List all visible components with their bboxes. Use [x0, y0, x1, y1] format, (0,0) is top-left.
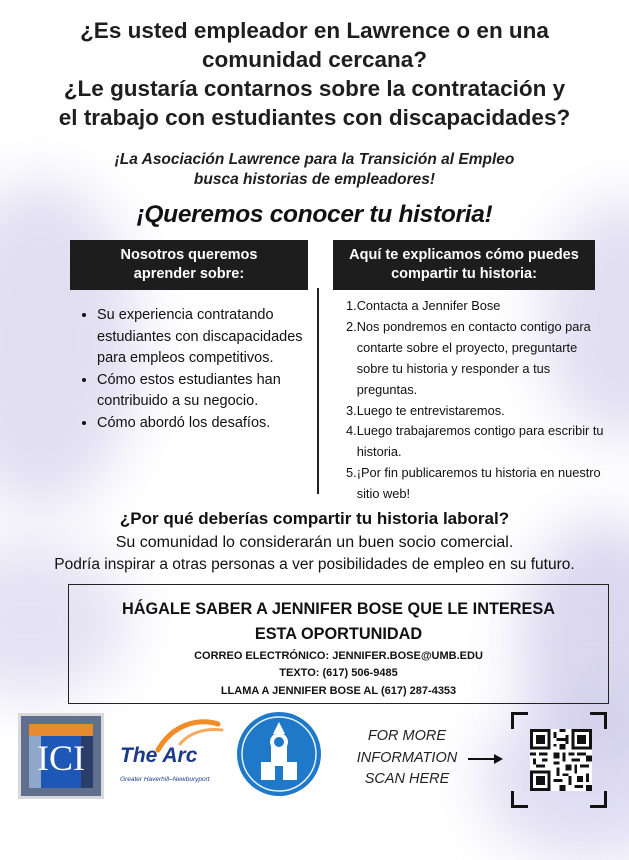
share-step — [346, 296, 608, 317]
step-number: 2. — [346, 318, 357, 334]
ici-logo-text: ICI — [37, 738, 85, 778]
arc-subtitle: Greater Haverhill–Newburyport — [120, 776, 210, 783]
headline — [0, 16, 629, 132]
step-number: 1. — [346, 298, 357, 313]
more-info-line-3: SCAN HERE — [364, 771, 450, 787]
qr-code-frame[interactable] — [511, 712, 607, 808]
share-step — [346, 421, 608, 463]
learn-item: • Cómo abordó los desafíos. — [97, 413, 310, 435]
step-text: ¡Por fin publicaremos tu historia en nuestro sitio web! — [356, 465, 601, 502]
share-step — [346, 401, 608, 422]
share-header-line-2: compartir tu historia: — [391, 266, 537, 282]
learn-header-line-2: aprender sobre: — [133, 266, 245, 282]
more-info-text — [352, 726, 462, 791]
share-step — [346, 463, 608, 505]
arrow-right-icon — [468, 753, 504, 765]
step-text: Nos pondremos en contacto contigo para contarte sobre el proyecto, preguntarte sobre tu historia y responder a tus preguntas. — [356, 318, 591, 397]
headline-line-1: ¿Es usted empleador en Lawrence o en una — [80, 18, 549, 43]
step-number: 4. — [346, 423, 357, 439]
step-text: Contacta a Jennifer Bose — [356, 298, 501, 313]
contact-title — [69, 597, 608, 647]
contact-email[interactable]: CORREO ELECTRÓNICO: JENNIFER.BOSE@UMB.EDU — [194, 650, 483, 662]
share-steps — [346, 296, 608, 505]
contact-phone[interactable]: LLAMA A JENNIFER BOSE AL (617) 287-4353 — [220, 685, 457, 697]
contact-title-line-1: HÁGALE SABER A JENNIFER BOSE QUE LE INTERESA — [121, 600, 555, 618]
headline-line-3: ¿Le gustaría contarnos sobre la contratación y — [63, 76, 566, 101]
learn-item: • Su experiencia contratando estudiantes con discapacidades para empleos competitivos. — [97, 305, 310, 370]
contact-text-number[interactable]: TEXTO: (617) 506-9485 — [279, 667, 398, 679]
step-text: Luego te entrevistaremos. — [356, 402, 505, 418]
arc-name: The Arc — [120, 744, 198, 767]
why-line-2: Podría inspirar a otras personas a ver posibilidades de empleo en su futuro. — [54, 556, 575, 573]
column-divider — [317, 288, 319, 494]
learn-header — [70, 240, 308, 290]
more-info-line-1: FOR MORE — [367, 728, 447, 744]
subheading-line-1: ¡La Asociación Lawrence para la Transición al Empleo — [114, 151, 515, 168]
more-info-line-2: INFORMATION — [356, 749, 458, 766]
why-title: ¿Por qué deberías compartir tu historia laboral? — [119, 509, 510, 528]
learn-list — [78, 305, 310, 434]
arc-logo — [118, 714, 228, 810]
share-header-line-1: Aquí te explicamos cómo puedes — [349, 247, 579, 263]
subheading-line-2: busca historias de empleadores! — [193, 171, 436, 188]
learn-header-line-1: Nosotros queremos — [120, 247, 258, 263]
step-text: Luego trabajaremos contigo para escribir tu historia. — [356, 423, 604, 460]
contact-title-line-2: ESTA OPORTUNIDAD — [254, 625, 423, 643]
step-number: 3. — [346, 402, 357, 418]
headline-line-2: comunidad cercana? — [201, 47, 428, 72]
ici-logo — [18, 713, 104, 799]
city-seal-icon — [237, 712, 321, 796]
share-header — [333, 240, 595, 290]
headline-line-4: el trabajo con estudiantes con discapacidades? — [58, 105, 571, 130]
subheading — [0, 150, 629, 190]
contact-box — [68, 584, 609, 704]
share-step — [346, 317, 608, 401]
qr-code-icon[interactable] — [530, 729, 592, 791]
main-title: ¡Queremos conocer tu historia! — [136, 201, 493, 228]
learn-item: • Cómo estos estudiantes han contribuido a su negocio. — [97, 370, 310, 413]
why-line-1: Su comunidad lo considerarán un buen socio comercial. — [115, 534, 514, 551]
step-number: 5. — [346, 465, 357, 481]
